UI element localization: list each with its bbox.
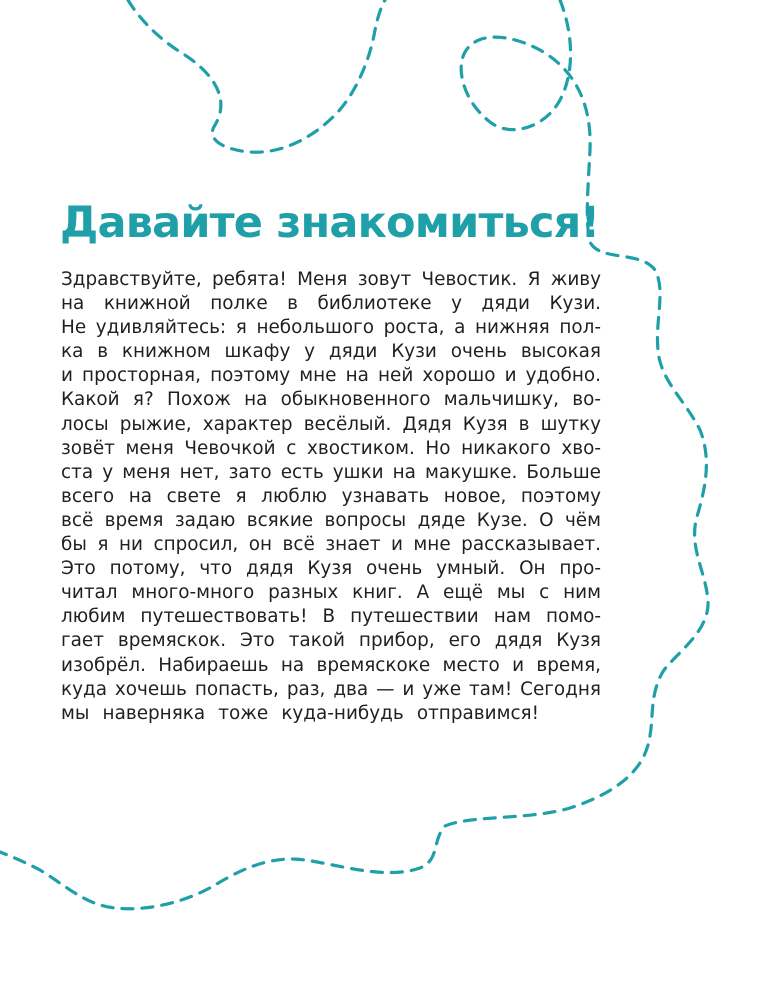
paragraph-line: бы я ни спросил, он всё знает и мне рассказывает. xyxy=(61,534,601,556)
paragraph-line: читал много-много разных книг. А ещё мы с ним xyxy=(61,582,601,604)
paragraph-line: ка в книжном шкафу у дяди Кузи очень высокая xyxy=(61,341,601,363)
dashed-path-top-loop xyxy=(128,0,385,152)
paragraph-line: Здравствуйте, ребята! Меня зовут Чевостик. Я живу xyxy=(61,269,601,290)
paragraph-line: Не удивляйтесь: я небольшого роста, а нижняя пол- xyxy=(61,317,601,339)
paragraph-line: всё время задаю всякие вопросы дяде Кузе. О чём xyxy=(61,509,601,531)
story-paragraph xyxy=(61,268,601,726)
paragraph-line: и просторная, поэтому мне на ней хорошо и удобно. xyxy=(61,365,601,387)
paragraph-line: изобрёл. Набираешь на времяскоке место и время, xyxy=(61,654,601,676)
paragraph-line: мы наверняка тоже куда-нибудь отправимся! xyxy=(61,702,539,724)
page-title: Давайте знакомиться! xyxy=(60,198,600,248)
paragraph-line: ста у меня нет, зато есть ушки на макушке. Больше xyxy=(61,461,601,483)
paragraph-line: Это потому, что дядя Кузя очень умный. Он про- xyxy=(61,558,601,580)
paragraph-line: Какой я? Похож на обыкновенного мальчишку, во- xyxy=(61,389,601,411)
paragraph-line: лосы рыжие, характер весёлый. Дядя Кузя в шутку xyxy=(61,413,601,435)
paragraph-line: гает времяскок. Это такой прибор, его дядя Кузя xyxy=(61,630,601,652)
paragraph-line: куда хочешь попасть, раз, два — и уже там! Сегодня xyxy=(61,678,601,700)
paragraph-line: любим путешествовать! В путешествии нам помо- xyxy=(61,606,601,628)
paragraph-line: зовёт меня Чевочкой с хвостиком. Но никакого хво- xyxy=(61,437,601,459)
paragraph-line: всего на свете я люблю узнавать новое, поэтому xyxy=(61,485,601,507)
paragraph-line: на книжной полке в библиотеке у дяди Кузи. xyxy=(61,293,601,315)
